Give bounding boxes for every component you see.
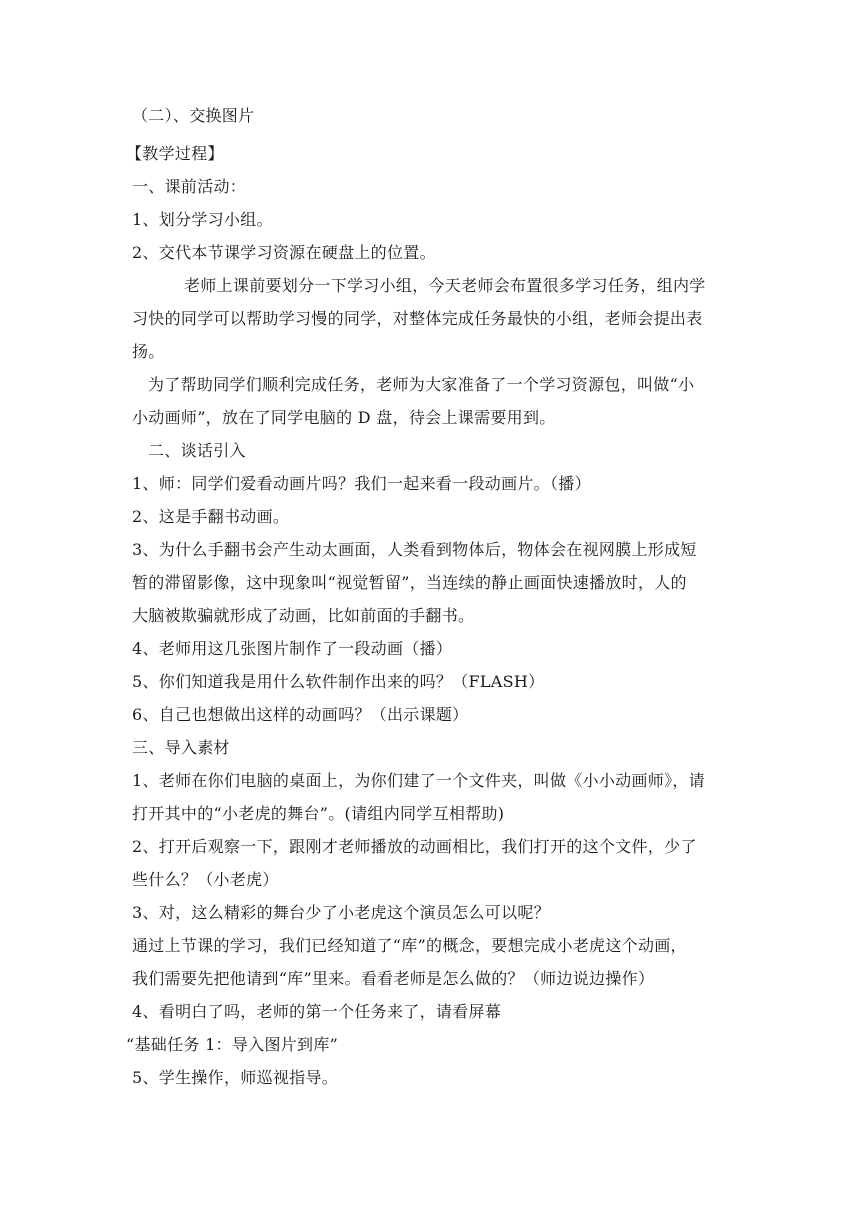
- list-item-continued: 打开其中的“小老虎的舞台”。(请组内同学互相帮助): [132, 804, 505, 823]
- paragraph-line: 扬。: [132, 342, 165, 361]
- section-heading: 三、导入素材: [132, 738, 230, 757]
- list-item: 4、老师用这几张图片制作了一段动画（播）: [132, 639, 453, 658]
- list-item-continued: 暂的滞留影像，这中现象叫“视觉暂留”，当连续的静止画面快速播放时，人的: [132, 573, 687, 592]
- list-item: 4、看明白了吗，老师的第一个任务来了，请看屏幕: [132, 1002, 502, 1021]
- list-item: 5、你们知道我是用什么软件制作出来的吗？（FLASH）: [132, 672, 545, 691]
- list-item: 3、为什么手翻书会产生动太画面，人类看到物体后，物体会在视网膜上形成短: [132, 540, 697, 559]
- paragraph-line: 为了帮助同学们顺利完成任务，老师为大家准备了一个学习资源包，叫做“小: [148, 375, 695, 394]
- list-item: 6、自己也想做出这样的动画吗？（出示课题）: [132, 705, 469, 724]
- section-heading: （二）、交换图片: [132, 106, 255, 125]
- paragraph-line: 我们需要先把他请到“库”里来。看看老师是怎么做的？（师边说边操作）: [132, 969, 655, 988]
- paragraph-line: 老师上课前要划分一下学习小组，今天老师会布置很多学习任务，组内学: [184, 276, 706, 295]
- paragraph-line: 小动画师”，放在了同学电脑的 D 盘，待会上课需要用到。: [132, 408, 556, 427]
- list-item: 1、师：同学们爱看动画片吗？我们一起来看一段动画片。（播）: [132, 474, 591, 493]
- paragraph-line: 习快的同学可以帮助学习慢的同学，对整体完成任务最快的小组，老师会提出表: [132, 309, 703, 328]
- list-item: 1、划分学习小组。: [132, 210, 273, 229]
- list-item: 2、这是手翻书动画。: [132, 507, 290, 526]
- list-item: 1、老师在你们电脑的桌面上，为你们建了一个文件夹，叫做《小小动画师》，请: [132, 771, 705, 790]
- paragraph-line: 通过上节课的学习，我们已经知道了“库”的概念，要想完成小老虎这个动画，: [132, 936, 687, 955]
- section-heading: 一、课前活动：: [132, 177, 247, 196]
- list-item: 5、学生操作，师巡视指导。: [132, 1068, 339, 1087]
- list-item: 2、交代本节课学习资源在硬盘上的位置。: [132, 243, 436, 262]
- list-item-continued: 些什么？（小老虎）: [132, 870, 279, 889]
- list-item: 2、打开后观察一下，跟刚才老师播放的动画相比，我们打开的这个文件，少了: [132, 837, 697, 856]
- list-item-continued: 大脑被欺骗就形成了动画，比如前面的手翻书。: [132, 606, 475, 625]
- task-title: “基础任务 1：导入图片到库”: [126, 1035, 339, 1054]
- section-heading: 【教学过程】: [126, 144, 224, 163]
- section-heading: 二、谈话引入: [148, 441, 246, 460]
- list-item: 3、对，这么精彩的舞台少了小老虎这个演员怎么可以呢？: [132, 903, 550, 922]
